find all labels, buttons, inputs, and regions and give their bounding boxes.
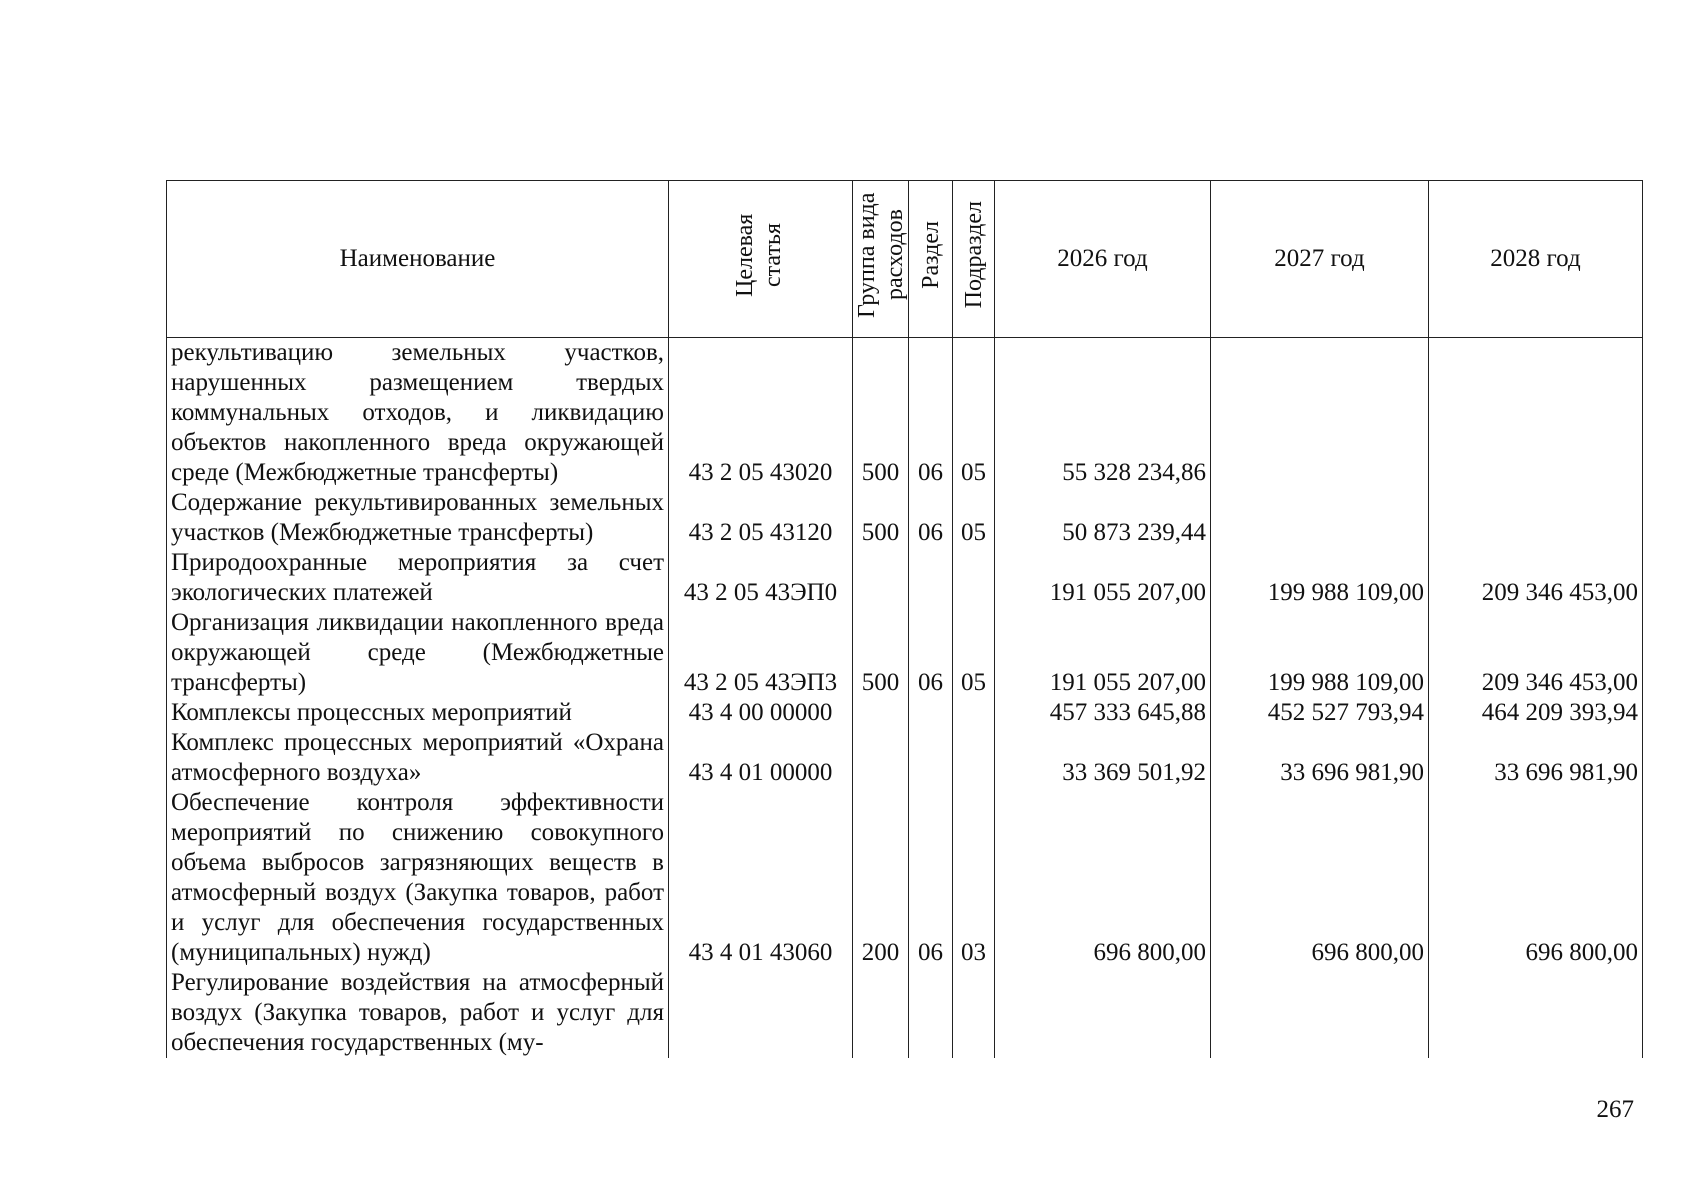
row-amount-2028: 696 800,00 (1429, 788, 1643, 968)
row-amount-2027 (1211, 488, 1429, 548)
row-expense-group (853, 698, 909, 728)
row-section (909, 728, 953, 788)
header-2026: 2026 год (995, 181, 1211, 338)
row-subsection (953, 548, 995, 608)
row-subsection: 05 (953, 608, 995, 698)
table-header-row (167, 181, 1643, 338)
row-name: Комплекс процессных мероприятий «Охрана атмосферного воздуха» (167, 728, 669, 788)
row-target-article (669, 968, 853, 1058)
row-subsection: 03 (953, 788, 995, 968)
header-2027: 2027 год (1211, 181, 1429, 338)
row-section (909, 968, 953, 1058)
row-amount-2028 (1429, 968, 1643, 1058)
table-row (167, 728, 1643, 788)
row-amount-2026: 696 800,00 (995, 788, 1211, 968)
row-target-article: 43 2 05 43120 (669, 488, 853, 548)
row-target-article: 43 4 00 00000 (669, 698, 853, 728)
budget-table (166, 180, 1643, 1058)
row-name: Организация ликвидации накопленного вреда окружающей среде (Межбюджетные трансферты) (167, 608, 669, 698)
row-section: 06 (909, 608, 953, 698)
row-name: Природоохранные мероприятия за счет экологических платежей (167, 548, 669, 608)
row-section (909, 698, 953, 728)
row-name: Регулирование воздействия на атмосферный воздух (Закупка товаров, работ и услуг для обеспечения государственных (му- (167, 968, 669, 1058)
row-amount-2027: 452 527 793,94 (1211, 698, 1429, 728)
header-2028: 2028 год (1429, 181, 1643, 338)
row-amount-2026: 191 055 207,00 (995, 608, 1211, 698)
table-row (167, 338, 1643, 489)
row-amount-2028: 464 209 393,94 (1429, 698, 1643, 728)
table-row (167, 608, 1643, 698)
row-section: 06 (909, 788, 953, 968)
row-amount-2027 (1211, 968, 1429, 1058)
row-name: Содержание рекультивированных земельных участков (Межбюджетные трансферты) (167, 488, 669, 548)
row-section: 06 (909, 338, 953, 489)
row-amount-2027: 199 988 109,00 (1211, 608, 1429, 698)
row-amount-2027 (1211, 338, 1429, 489)
header-section: Раздел (909, 181, 953, 338)
row-expense-group: 200 (853, 788, 909, 968)
page-number: 267 (1596, 1096, 1634, 1123)
row-amount-2028: 209 346 453,00 (1429, 548, 1643, 608)
table-row (167, 548, 1643, 608)
row-target-article: 43 4 01 00000 (669, 728, 853, 788)
table-row (167, 488, 1643, 548)
row-subsection (953, 968, 995, 1058)
row-target-article: 43 2 05 43020 (669, 338, 853, 489)
row-target-article: 43 4 01 43060 (669, 788, 853, 968)
row-amount-2026: 55 328 234,86 (995, 338, 1211, 489)
row-amount-2026 (995, 968, 1211, 1058)
row-amount-2028: 33 696 981,90 (1429, 728, 1643, 788)
row-amount-2026: 457 333 645,88 (995, 698, 1211, 728)
table-row (167, 698, 1643, 728)
row-amount-2027: 696 800,00 (1211, 788, 1429, 968)
row-name: Обеспечение контроля эффективности мероприятий по снижению совокупного объема выбросов загрязняющих веществ в атмосферный воздух (Закупка товаров, работ и услуг для обеспечения государственных (муниципальных) нужд) (167, 788, 669, 968)
row-name: рекультивацию земельных участков, нарушенных размещением твердых коммунальных отходов, и ликвидацию объектов накопленного вреда окружающей среде (Межбюджетные трансферты) (167, 338, 669, 489)
row-amount-2026: 50 873 239,44 (995, 488, 1211, 548)
row-amount-2026: 191 055 207,00 (995, 548, 1211, 608)
header-target-article: Целевая статья (669, 181, 853, 338)
row-target-article: 43 2 05 43ЭП3 (669, 608, 853, 698)
table-row (167, 788, 1643, 968)
row-section (909, 548, 953, 608)
row-expense-group: 500 (853, 608, 909, 698)
row-subsection (953, 698, 995, 728)
header-name: Наименование (167, 181, 669, 338)
row-name: Комплексы процессных мероприятий (167, 698, 669, 728)
row-expense-group (853, 728, 909, 788)
row-subsection: 05 (953, 488, 995, 548)
row-expense-group: 500 (853, 488, 909, 548)
row-amount-2027: 199 988 109,00 (1211, 548, 1429, 608)
row-amount-2028 (1429, 338, 1643, 489)
row-amount-2026: 33 369 501,92 (995, 728, 1211, 788)
row-amount-2028 (1429, 488, 1643, 548)
row-target-article: 43 2 05 43ЭП0 (669, 548, 853, 608)
table-row (167, 968, 1643, 1058)
row-subsection (953, 728, 995, 788)
row-section: 06 (909, 488, 953, 548)
row-expense-group (853, 548, 909, 608)
header-expense-group: Группа вида расходов (853, 181, 909, 338)
header-subsection: Подраздел (953, 181, 995, 338)
row-amount-2027: 33 696 981,90 (1211, 728, 1429, 788)
row-expense-group: 500 (853, 338, 909, 489)
row-amount-2028: 209 346 453,00 (1429, 608, 1643, 698)
row-expense-group (853, 968, 909, 1058)
row-subsection: 05 (953, 338, 995, 489)
